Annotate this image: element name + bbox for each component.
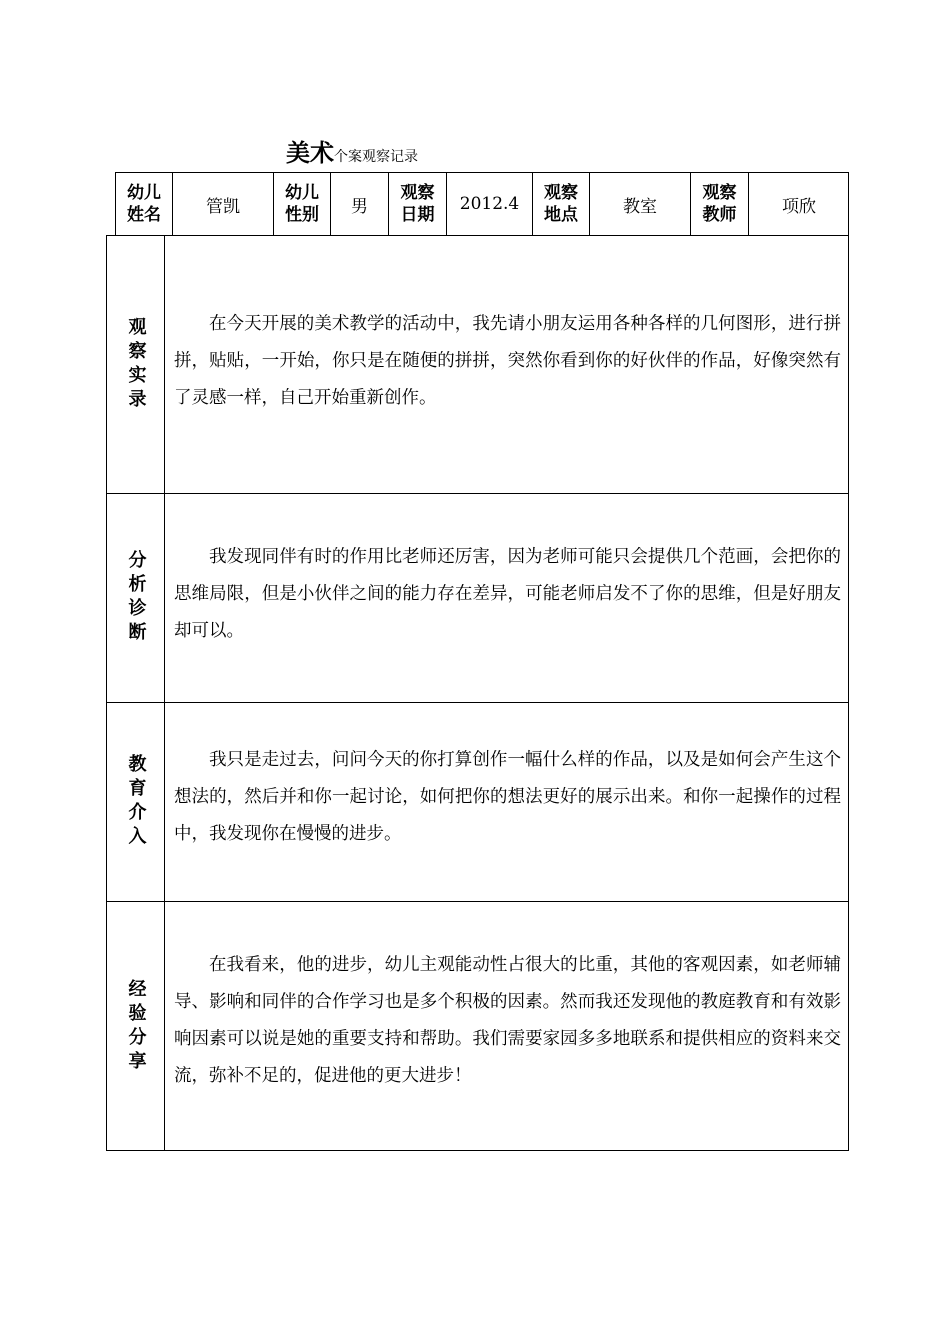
gender-label: 幼儿 性别 [285,183,319,225]
child-name-value: 管凯 [206,196,240,217]
child-name-label: 幼儿 姓名 [127,183,161,225]
date-value: 2012.4 [459,194,520,214]
info-header-table [115,172,849,236]
section-label-analysis: 分析诊断 [125,550,147,646]
section-label-experience: 经验分享 [125,978,147,1075]
place-label: 观察 地点 [544,183,578,225]
section-label-intervention: 教育介入 [125,754,147,850]
section-text-experience: 在我看来，他的进步，幼儿主观能动性占很大的比重，其他的客观因素，如老师辅导、影响和同伴的合作学习也是多个积极的因素。然而我还发现他的教庭教育和有效影响因素可以说是她的重要支持和帮助。我们需要家园多多地联系和提供相应的资料来交流，弥补不足的，促进他的更大进步！ [174,955,841,1086]
teacher-value: 项欣 [782,196,816,217]
section-text-observation: 在今天开展的美术教学的活动中，我先请小朋友运用各种各样的几何图形，进行拼拼，贴贴，一开始，你只是在随便的拼拼，突然你看到你的好伙伴的作品，好像突然有了灵感一样，自己开始重新创作。 [174,314,841,408]
section-text-intervention: 我只是走过去，问问今天的你打算创作一幅什么样的作品，以及是如何会产生这个想法的，然后并和你一起讨论，如何把你的想法更好的展示出来。和你一起操作的过程中，我发现你在慢慢的进步。 [174,750,841,844]
title-rest: 个案观察记录 [334,149,418,165]
gender-value: 男 [351,196,368,217]
teacher-label: 观察 教师 [702,183,737,225]
date-label: 观察 日期 [400,183,435,225]
section-text-analysis: 我发现同伴有时的作用比老师还厉害，因为老师可能只会提供几个范画，会把你的思维局限，但是小伙伴之间的能力存在差异，可能老师启发不了你的思维，但是好朋友却可以。 [174,547,841,641]
place-value: 教室 [623,196,657,217]
title-subject: 美术 [286,139,334,167]
observation-record-table [106,235,849,1151]
section-label-observation: 观察实录 [125,316,147,413]
page-title [286,133,418,168]
